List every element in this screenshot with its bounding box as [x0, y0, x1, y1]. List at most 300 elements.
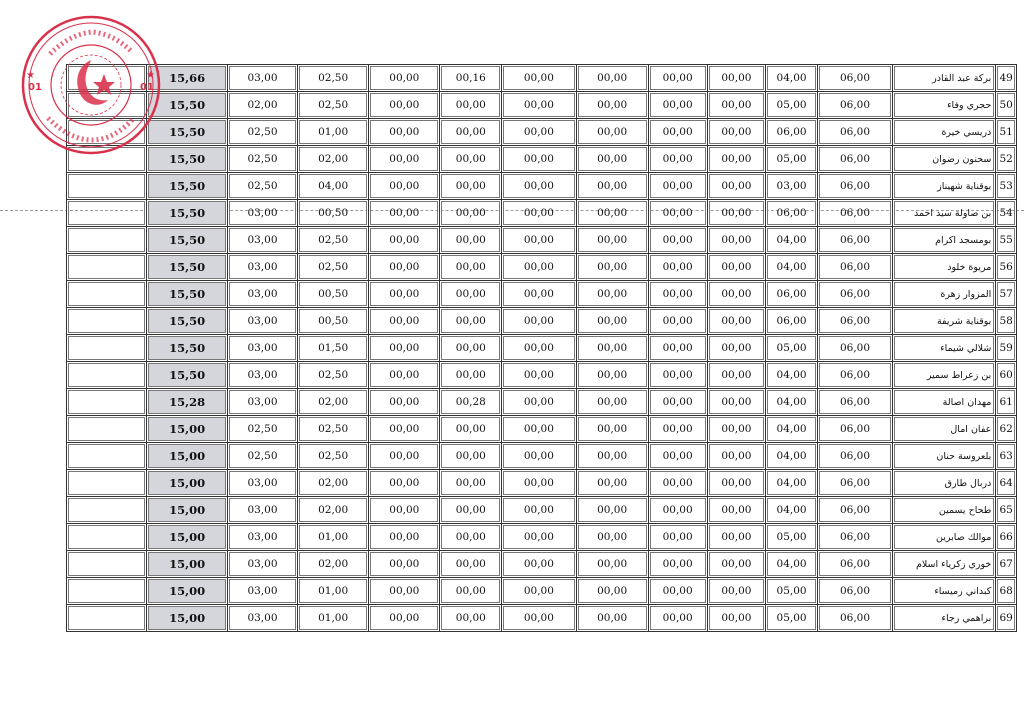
blank-cell: [67, 443, 147, 470]
student-name-cell: دريسي خيرة: [893, 119, 996, 146]
score-cell: 06,00: [818, 497, 893, 524]
row-number-cell: 54: [996, 200, 1017, 227]
score-cell: 00,00: [369, 416, 440, 443]
row-number-cell: 53: [996, 173, 1017, 200]
score-cell: 00,00: [502, 65, 576, 92]
score-cell: 06,00: [818, 335, 893, 362]
table-row: [67, 335, 1017, 362]
score-cell: 00,00: [577, 443, 649, 470]
row-number-cell: 67: [996, 551, 1017, 578]
score-cell: 00,00: [369, 119, 440, 146]
score-cell: 00,00: [502, 389, 576, 416]
final-average-cell: 15,50: [147, 227, 227, 254]
score-cell: 00,00: [369, 227, 440, 254]
score-cell: 02,50: [298, 227, 369, 254]
score-cell: 00,00: [369, 200, 440, 227]
row-number-cell: 50: [996, 92, 1017, 119]
score-cell: 06,00: [766, 281, 818, 308]
score-cell: 03,00: [228, 362, 298, 389]
row-number-cell: 51: [996, 119, 1017, 146]
score-cell: 00,00: [649, 146, 708, 173]
table-row: [67, 524, 1017, 551]
student-name-cell: بن زعراط سمير: [893, 362, 996, 389]
score-cell: 00,00: [502, 173, 576, 200]
score-cell: 00,00: [708, 281, 767, 308]
final-average-cell: 15,50: [147, 335, 227, 362]
score-cell: 00,00: [649, 497, 708, 524]
score-cell: 00,00: [440, 227, 502, 254]
score-cell: 00,00: [708, 470, 767, 497]
score-cell: 00,00: [577, 308, 649, 335]
score-cell: 00,00: [369, 65, 440, 92]
score-cell: 00,00: [440, 551, 502, 578]
score-cell: 00,00: [577, 119, 649, 146]
score-cell: 06,00: [818, 200, 893, 227]
score-cell: 00,00: [708, 578, 767, 605]
score-cell: 00,00: [649, 227, 708, 254]
table-row: [67, 308, 1017, 335]
score-cell: 00,00: [369, 254, 440, 281]
score-cell: 00,00: [440, 524, 502, 551]
table-row: [67, 227, 1017, 254]
score-cell: 04,00: [766, 443, 818, 470]
score-cell: 06,00: [818, 92, 893, 119]
score-cell: 00,50: [298, 200, 369, 227]
score-cell: 04,00: [766, 416, 818, 443]
score-cell: 02,00: [298, 551, 369, 578]
score-cell: 06,00: [818, 416, 893, 443]
stamp-code-left: 01: [28, 82, 42, 93]
student-name-cell: براهمي رجاء: [893, 605, 996, 632]
score-cell: 00,00: [649, 335, 708, 362]
score-cell: 00,00: [577, 146, 649, 173]
score-cell: 00,00: [369, 551, 440, 578]
score-cell: 06,00: [818, 308, 893, 335]
student-name-cell: خوري زكرياء اسلام: [893, 551, 996, 578]
score-cell: 01,00: [298, 119, 369, 146]
score-cell: 02,50: [228, 119, 298, 146]
score-cell: 02,50: [228, 173, 298, 200]
student-name-cell: كبداني رميساء: [893, 578, 996, 605]
score-cell: 00,00: [502, 335, 576, 362]
score-cell: 00,00: [577, 65, 649, 92]
score-cell: 05,00: [766, 92, 818, 119]
table-row: [67, 605, 1017, 632]
table-row: [67, 389, 1017, 416]
table-row: [67, 362, 1017, 389]
score-cell: 06,00: [818, 227, 893, 254]
score-cell: 06,00: [818, 389, 893, 416]
table-row: [67, 65, 1017, 92]
row-number-cell: 49: [996, 65, 1017, 92]
blank-cell: [67, 605, 147, 632]
score-cell: 04,00: [766, 389, 818, 416]
results-table-container: [66, 64, 1017, 632]
row-number-cell: 57: [996, 281, 1017, 308]
final-average-cell: 15,50: [147, 200, 227, 227]
score-cell: 01,00: [298, 578, 369, 605]
blank-cell: [67, 281, 147, 308]
score-cell: 00,00: [649, 416, 708, 443]
score-cell: 00,16: [440, 65, 502, 92]
score-cell: 00,00: [708, 551, 767, 578]
score-cell: 03,00: [228, 335, 298, 362]
score-cell: 02,50: [298, 443, 369, 470]
student-name-cell: سحنون رضوان: [893, 146, 996, 173]
score-cell: 06,00: [818, 362, 893, 389]
score-cell: 05,00: [766, 524, 818, 551]
score-cell: 06,00: [818, 119, 893, 146]
blank-cell: [67, 254, 147, 281]
score-cell: 00,00: [708, 308, 767, 335]
blank-cell: [67, 524, 147, 551]
score-cell: 04,00: [766, 65, 818, 92]
score-cell: 00,00: [369, 389, 440, 416]
score-cell: 00,00: [708, 119, 767, 146]
score-cell: 00,00: [369, 92, 440, 119]
final-average-cell: 15,50: [147, 362, 227, 389]
score-cell: 05,00: [766, 146, 818, 173]
final-average-cell: 15,00: [147, 443, 227, 470]
student-name-cell: دربال طارق: [893, 470, 996, 497]
score-cell: 06,00: [818, 524, 893, 551]
score-cell: 00,00: [649, 65, 708, 92]
row-number-cell: 63: [996, 443, 1017, 470]
student-name-cell: طحاح يسمين: [893, 497, 996, 524]
score-cell: 00,00: [502, 92, 576, 119]
score-cell: 00,00: [577, 335, 649, 362]
score-cell: 00,00: [502, 497, 576, 524]
student-name-cell: بن صاولة سيد احمد: [893, 200, 996, 227]
blank-cell: [67, 389, 147, 416]
final-average-cell: 15,50: [147, 92, 227, 119]
score-cell: 00,00: [502, 578, 576, 605]
score-cell: 00,00: [577, 605, 649, 632]
score-cell: 00,00: [502, 146, 576, 173]
table-row: [67, 119, 1017, 146]
score-cell: 00,00: [369, 335, 440, 362]
score-cell: 00,00: [649, 605, 708, 632]
final-average-cell: 15,00: [147, 470, 227, 497]
table-row: [67, 146, 1017, 173]
score-cell: 03,00: [228, 65, 298, 92]
final-average-cell: 15,00: [147, 497, 227, 524]
score-cell: 02,50: [228, 443, 298, 470]
score-cell: 02,50: [228, 146, 298, 173]
student-name-cell: بوقناية شريفة: [893, 308, 996, 335]
score-cell: 00,00: [649, 389, 708, 416]
results-table-body: [67, 65, 1017, 632]
score-cell: 00,00: [649, 470, 708, 497]
score-cell: 00,00: [708, 65, 767, 92]
blank-cell: [67, 497, 147, 524]
score-cell: 05,00: [766, 335, 818, 362]
score-cell: 06,00: [818, 146, 893, 173]
score-cell: 06,00: [818, 254, 893, 281]
score-cell: 04,00: [298, 173, 369, 200]
score-cell: 00,00: [502, 605, 576, 632]
score-cell: 04,00: [766, 254, 818, 281]
student-name-cell: موالك صابرين: [893, 524, 996, 551]
score-cell: 00,00: [577, 470, 649, 497]
score-cell: 00,00: [649, 551, 708, 578]
row-number-cell: 66: [996, 524, 1017, 551]
score-cell: 00,00: [369, 524, 440, 551]
score-cell: 00,00: [440, 605, 502, 632]
score-cell: 03,00: [228, 200, 298, 227]
score-cell: 00,00: [369, 173, 440, 200]
score-cell: 01,00: [298, 605, 369, 632]
blank-cell: [67, 200, 147, 227]
score-cell: 00,00: [708, 389, 767, 416]
stamp-code-right: 01: [140, 82, 154, 93]
table-row: [67, 470, 1017, 497]
row-number-cell: 64: [996, 470, 1017, 497]
table-row: [67, 254, 1017, 281]
score-cell: 02,00: [298, 389, 369, 416]
score-cell: 00,00: [708, 443, 767, 470]
score-cell: 02,50: [298, 362, 369, 389]
score-cell: 00,00: [502, 524, 576, 551]
score-cell: 00,00: [708, 362, 767, 389]
score-cell: 00,00: [440, 470, 502, 497]
score-cell: 00,00: [502, 227, 576, 254]
score-cell: 00,00: [369, 443, 440, 470]
score-cell: 00,00: [440, 497, 502, 524]
score-cell: 03,00: [228, 578, 298, 605]
score-cell: 04,00: [766, 227, 818, 254]
score-cell: 00,00: [577, 524, 649, 551]
score-cell: 02,50: [298, 65, 369, 92]
score-cell: 00,00: [577, 497, 649, 524]
row-number-cell: 55: [996, 227, 1017, 254]
score-cell: 00,00: [502, 470, 576, 497]
score-cell: 03,00: [228, 470, 298, 497]
score-cell: 00,00: [577, 92, 649, 119]
score-cell: 00,00: [577, 227, 649, 254]
score-cell: 03,00: [228, 605, 298, 632]
score-cell: 02,50: [298, 92, 369, 119]
final-average-cell: 15,28: [147, 389, 227, 416]
score-cell: 06,00: [766, 200, 818, 227]
score-cell: 03,00: [228, 497, 298, 524]
blank-cell: [67, 308, 147, 335]
score-cell: 00,00: [708, 227, 767, 254]
final-average-cell: 15,50: [147, 308, 227, 335]
score-cell: 06,00: [818, 578, 893, 605]
student-name-cell: بلعروسة حنان: [893, 443, 996, 470]
score-cell: 00,00: [649, 308, 708, 335]
score-cell: 06,00: [818, 551, 893, 578]
score-cell: 00,00: [440, 200, 502, 227]
score-cell: 02,50: [298, 254, 369, 281]
score-cell: 00,00: [708, 92, 767, 119]
score-cell: 00,00: [369, 362, 440, 389]
blank-cell: [67, 227, 147, 254]
score-cell: 00,00: [649, 524, 708, 551]
score-cell: 00,00: [577, 389, 649, 416]
score-cell: 00,00: [577, 281, 649, 308]
results-table: [66, 64, 1017, 632]
official-seal-stamp: [20, 14, 162, 156]
score-cell: 00,00: [708, 146, 767, 173]
score-cell: 00,00: [440, 335, 502, 362]
score-cell: 00,00: [440, 578, 502, 605]
score-cell: 03,00: [228, 389, 298, 416]
score-cell: 00,00: [369, 281, 440, 308]
score-cell: 05,00: [766, 578, 818, 605]
student-name-cell: حجري وفاء: [893, 92, 996, 119]
score-cell: 06,00: [766, 308, 818, 335]
score-cell: 00,28: [440, 389, 502, 416]
score-cell: 00,00: [502, 362, 576, 389]
score-cell: 00,00: [502, 254, 576, 281]
score-cell: 00,00: [440, 254, 502, 281]
row-number-cell: 69: [996, 605, 1017, 632]
score-cell: 00,00: [440, 146, 502, 173]
score-cell: 00,00: [708, 335, 767, 362]
score-cell: 00,00: [577, 362, 649, 389]
score-cell: 00,00: [440, 119, 502, 146]
score-cell: 03,00: [228, 281, 298, 308]
score-cell: 00,00: [708, 254, 767, 281]
score-cell: 00,00: [502, 119, 576, 146]
blank-cell: [67, 362, 147, 389]
row-number-cell: 68: [996, 578, 1017, 605]
score-cell: 00,00: [708, 200, 767, 227]
final-average-cell: 15,50: [147, 254, 227, 281]
score-cell: 00,00: [369, 470, 440, 497]
blank-cell: [67, 416, 147, 443]
score-cell: 00,00: [649, 578, 708, 605]
row-number-cell: 62: [996, 416, 1017, 443]
table-row: [67, 578, 1017, 605]
score-cell: 00,00: [649, 254, 708, 281]
score-cell: 00,50: [298, 308, 369, 335]
score-cell: 00,00: [708, 173, 767, 200]
final-average-cell: 15,00: [147, 524, 227, 551]
score-cell: 03,00: [228, 227, 298, 254]
score-cell: 00,00: [577, 551, 649, 578]
final-average-cell: 15,00: [147, 605, 227, 632]
final-average-cell: 15,50: [147, 146, 227, 173]
score-cell: 00,00: [577, 173, 649, 200]
blank-cell: [67, 470, 147, 497]
student-name-cell: المزوار زهرة: [893, 281, 996, 308]
score-cell: 00,00: [502, 308, 576, 335]
row-number-cell: 56: [996, 254, 1017, 281]
score-cell: 03,00: [228, 551, 298, 578]
score-cell: 06,00: [818, 470, 893, 497]
blank-cell: [67, 173, 147, 200]
score-cell: 02,50: [228, 416, 298, 443]
score-cell: 00,00: [649, 200, 708, 227]
score-cell: 00,00: [440, 173, 502, 200]
score-cell: 00,00: [369, 308, 440, 335]
score-cell: 02,00: [228, 92, 298, 119]
score-cell: 06,00: [818, 443, 893, 470]
final-average-cell: 15,50: [147, 119, 227, 146]
score-cell: 04,00: [766, 497, 818, 524]
score-cell: 00,00: [440, 443, 502, 470]
score-cell: 00,00: [502, 281, 576, 308]
score-cell: 04,00: [766, 551, 818, 578]
row-number-cell: 65: [996, 497, 1017, 524]
row-number-cell: 59: [996, 335, 1017, 362]
score-cell: 06,00: [818, 173, 893, 200]
score-cell: 00,00: [502, 200, 576, 227]
score-cell: 02,00: [298, 146, 369, 173]
score-cell: 00,00: [577, 254, 649, 281]
table-row: [67, 281, 1017, 308]
score-cell: 04,00: [766, 362, 818, 389]
table-row: [67, 551, 1017, 578]
score-cell: 00,00: [577, 416, 649, 443]
score-cell: 00,00: [649, 362, 708, 389]
score-cell: 00,00: [440, 281, 502, 308]
blank-cell: [67, 551, 147, 578]
row-number-cell: 52: [996, 146, 1017, 173]
score-cell: 00,00: [369, 146, 440, 173]
score-cell: 00,00: [708, 497, 767, 524]
row-number-cell: 61: [996, 389, 1017, 416]
score-cell: 00,00: [440, 92, 502, 119]
student-name-cell: عفان امال: [893, 416, 996, 443]
score-cell: 03,00: [228, 254, 298, 281]
score-cell: 00,00: [502, 443, 576, 470]
table-row: [67, 200, 1017, 227]
final-average-cell: 15,00: [147, 551, 227, 578]
score-cell: 00,00: [369, 578, 440, 605]
score-cell: 00,00: [649, 119, 708, 146]
score-cell: 00,00: [649, 443, 708, 470]
final-average-cell: 15,00: [147, 578, 227, 605]
score-cell: 00,00: [708, 524, 767, 551]
score-cell: 00,00: [649, 92, 708, 119]
final-average-cell: 15,50: [147, 173, 227, 200]
score-cell: 02,00: [298, 470, 369, 497]
score-cell: 05,00: [766, 605, 818, 632]
score-cell: 00,00: [649, 173, 708, 200]
student-name-cell: مهدان اصالة: [893, 389, 996, 416]
score-cell: 06,00: [818, 605, 893, 632]
score-cell: 00,00: [440, 362, 502, 389]
student-name-cell: مريوة خلود: [893, 254, 996, 281]
score-cell: 00,50: [298, 281, 369, 308]
blank-cell: [67, 335, 147, 362]
score-cell: 06,00: [766, 119, 818, 146]
svg-text:★: ★: [26, 70, 35, 81]
table-row: [67, 443, 1017, 470]
table-row: [67, 92, 1017, 119]
table-row: [67, 173, 1017, 200]
score-cell: 02,00: [298, 497, 369, 524]
score-cell: 03,00: [766, 173, 818, 200]
score-cell: 03,00: [228, 524, 298, 551]
score-cell: 00,00: [649, 281, 708, 308]
student-name-cell: شلالي شيماء: [893, 335, 996, 362]
score-cell: 00,00: [577, 578, 649, 605]
row-number-cell: 58: [996, 308, 1017, 335]
student-name-cell: بركة عبد القادر: [893, 65, 996, 92]
score-cell: 02,50: [298, 416, 369, 443]
score-cell: 06,00: [818, 281, 893, 308]
score-cell: 00,00: [502, 416, 576, 443]
svg-text:★: ★: [146, 70, 155, 81]
score-cell: 00,00: [577, 200, 649, 227]
final-average-cell: 15,66: [147, 65, 227, 92]
score-cell: 00,00: [369, 497, 440, 524]
